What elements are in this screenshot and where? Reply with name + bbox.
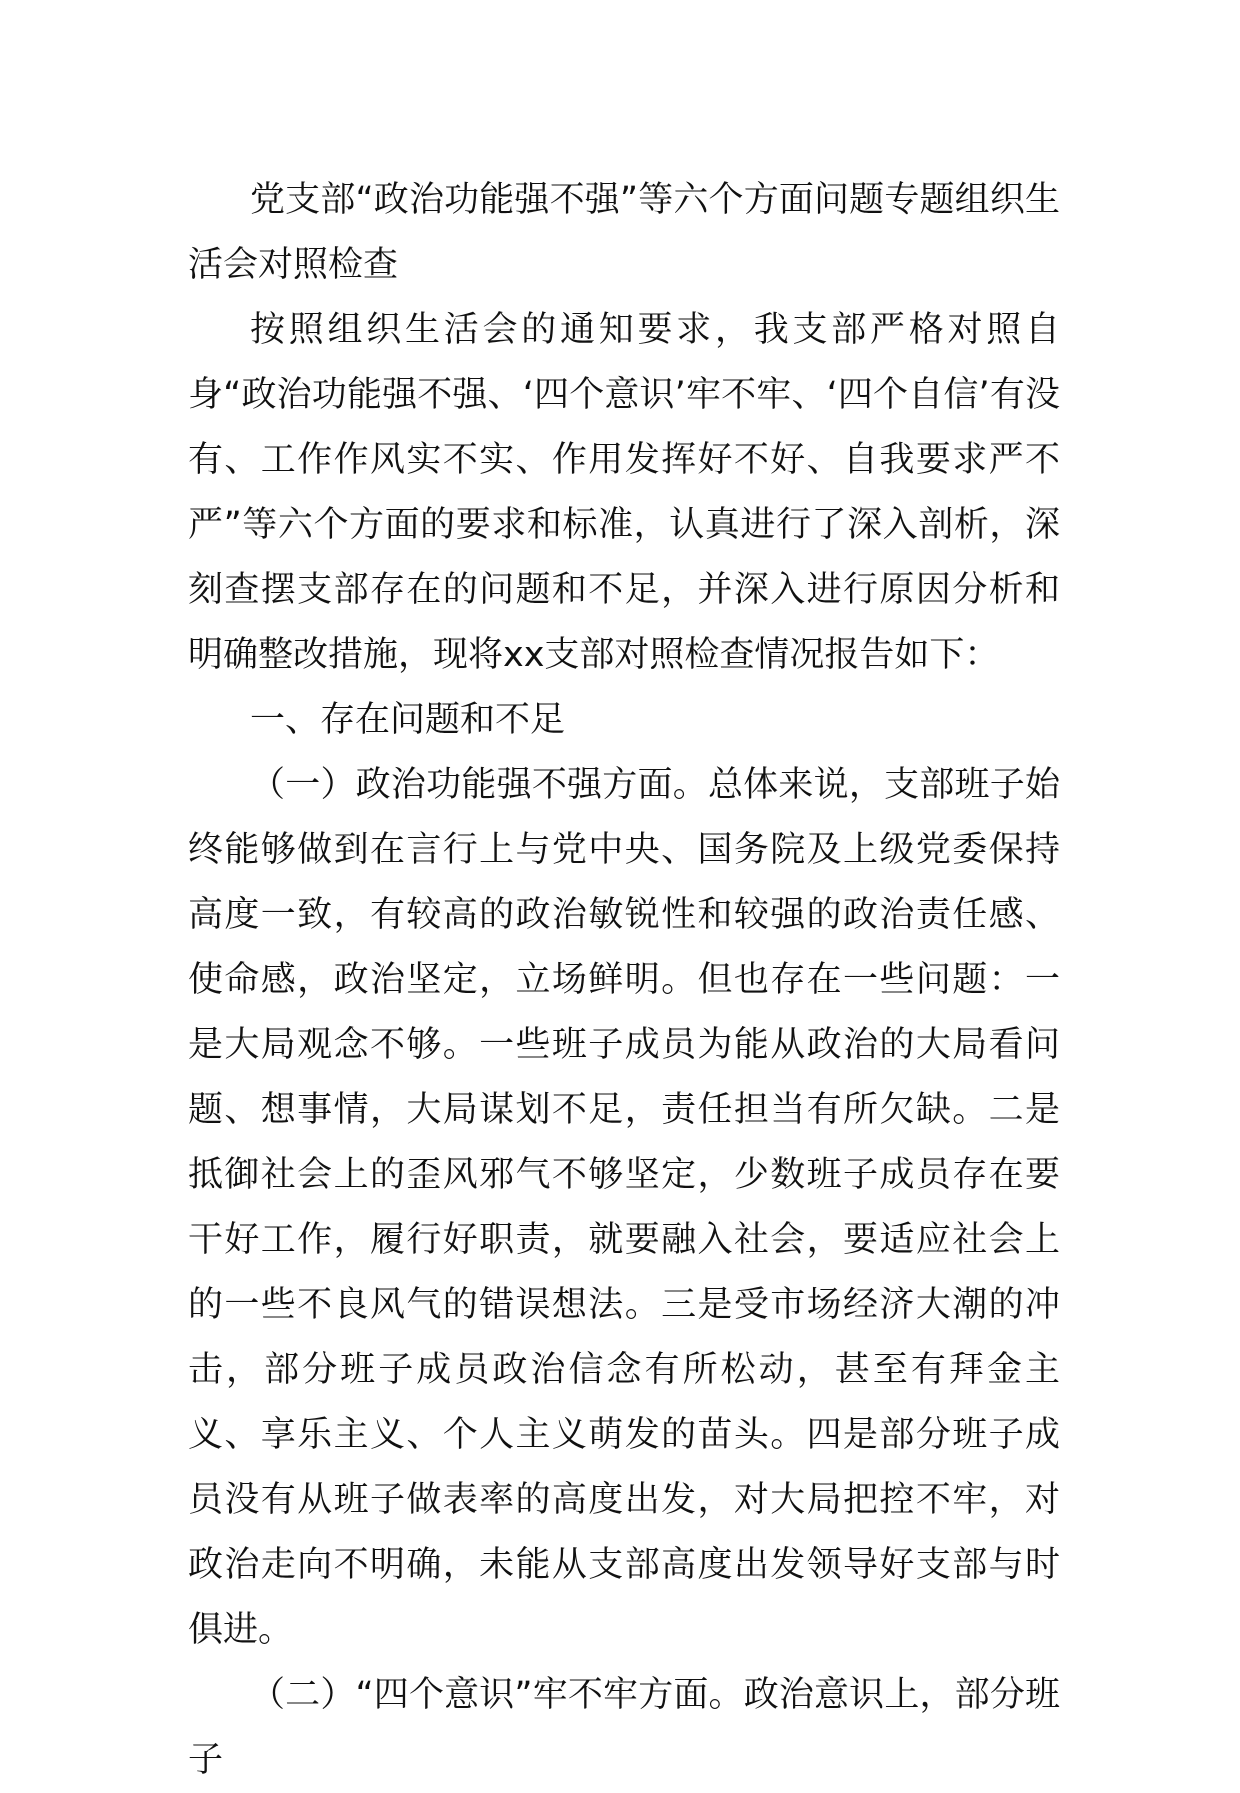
document-body (188, 168, 1060, 1793)
document-title: 党支部“政治功能强不强”等六个方面问题专题组织生活会对照检查 (188, 180, 1060, 285)
intro-paragraph: 按照组织生活会的通知要求，我支部严格对照自身“政治功能强不强、‘四个意识’牢不牢、‘四个自信’有没有、工作作风实不实、作用发挥好不好、自我要求严不严”等六个方面的要求和标准，认真进行了深入剖析，深刻查摆支部存在的问题和不足，并深入进行原因分析和明确整改措施，现将xx支部对照检查情况报告如下： (188, 310, 1060, 675)
paragraph-political-function: （一）政治功能强不强方面。总体来说，支部班子始终能够做到在言行上与党中央、国务院及上级党委保持高度一致，有较高的政治敏锐性和较强的政治责任感、使命感，政治坚定，立场鲜明。但也存在一些问题：一是大局观念不够。一些班子成员为能从政治的大局看问题、想事情，大局谋划不足，责任担当有所欠缺。二是抵御社会上的歪风邪气不够坚定，少数班子成员存在要干好工作，履行好职责，就要融入社会，要适应社会上的一些不良风气的错误想法。三是受市场经济大潮的冲击，部分班子成员政治信念有所松动，甚至有拜金主义、享乐主义、个人主义萌发的苗头。四是部分班子成员没有从班子做表率的高度出发，对大局把控不牢，对政治走向不明确，未能从支部高度出发领导好支部与时俱进。 (188, 765, 1060, 1650)
section-heading-problems: 一、存在问题和不足 (250, 700, 566, 740)
paragraph-four-consciousness: （二）“四个意识”牢不牢方面。政治意识上，部分班子 (188, 1675, 1060, 1780)
